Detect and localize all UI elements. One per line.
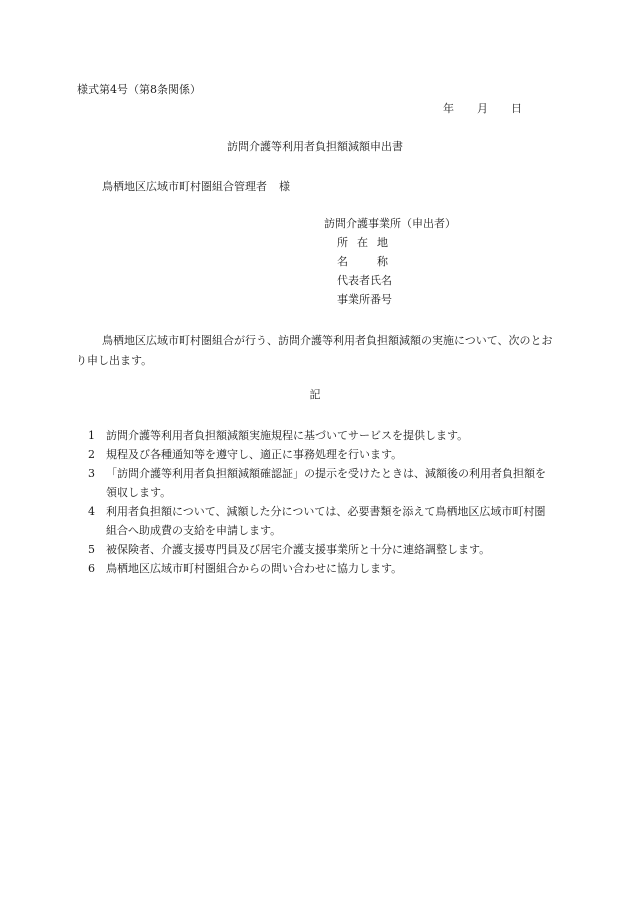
term-text: 規程及び各種通知等を遵守し、適正に事務処理を行います。 xyxy=(106,448,403,461)
applicant-representative-label: 代表者氏名 xyxy=(337,274,392,287)
term-text: 被保険者、介護支援専門員及び居宅介護支援事業所と十分に連絡調整します。 xyxy=(106,543,491,556)
term-number: 1 xyxy=(88,429,95,442)
list-item xyxy=(88,445,556,464)
term-text: 鳥栖地区広域市町村圏組合からの問い合わせに協力します。 xyxy=(106,562,403,575)
date-day-label: 日 xyxy=(511,102,522,115)
list-item xyxy=(88,540,556,559)
addressee-name: 鳥栖地区広域市町村圏組合管理者 xyxy=(102,180,267,193)
section-marker: 記 xyxy=(309,388,321,401)
term-text: 「訪問介護等利用者負担額減額確認証」の提示を受けたときは、減額後の利用者負担額を領収します。 xyxy=(106,467,546,499)
term-text: 利用者負担額について、減額した分については、必要書類を添えて鳥栖地区広域市町村圏組合へ助成費の支給を申請します。 xyxy=(106,505,546,537)
addressee-honorific: 様 xyxy=(279,180,290,193)
form-number: 様式第4号（第8条関係） xyxy=(77,83,201,96)
date-line xyxy=(443,103,522,114)
list-item xyxy=(88,464,556,502)
date-month-label: 月 xyxy=(477,102,488,115)
term-number: 3 xyxy=(88,467,95,480)
term-number: 6 xyxy=(88,562,95,575)
intro-paragraph: 鳥栖地区広域市町村圏組合が行う、訪問介護等利用者負担額減額の実施について、次のとおり申し出ます。 xyxy=(76,334,553,367)
applicant-name-label xyxy=(337,256,388,267)
term-number: 4 xyxy=(88,505,95,518)
date-year-label: 年 xyxy=(443,102,454,115)
addressee xyxy=(102,181,290,192)
applicant-name-label-char-2: 称 xyxy=(377,255,388,268)
applicant-office-number-label: 事業所番号 xyxy=(337,293,392,306)
applicant-heading: 訪問介護事業所（申出者） xyxy=(324,217,456,230)
term-number: 5 xyxy=(88,543,95,556)
list-item xyxy=(88,426,556,445)
term-number: 2 xyxy=(88,448,95,461)
list-item xyxy=(88,502,556,540)
applicant-name-label-char-1: 名 xyxy=(337,255,348,268)
document-title: 訪問介護等利用者負担額減額申出書 xyxy=(227,140,403,153)
list-item xyxy=(88,559,556,578)
term-text: 訪問介護等利用者負担額減額実施規程に基づいてサービスを提供します。 xyxy=(106,429,469,442)
applicant-location-label: 所在地 xyxy=(337,236,397,249)
terms-list xyxy=(88,426,556,578)
